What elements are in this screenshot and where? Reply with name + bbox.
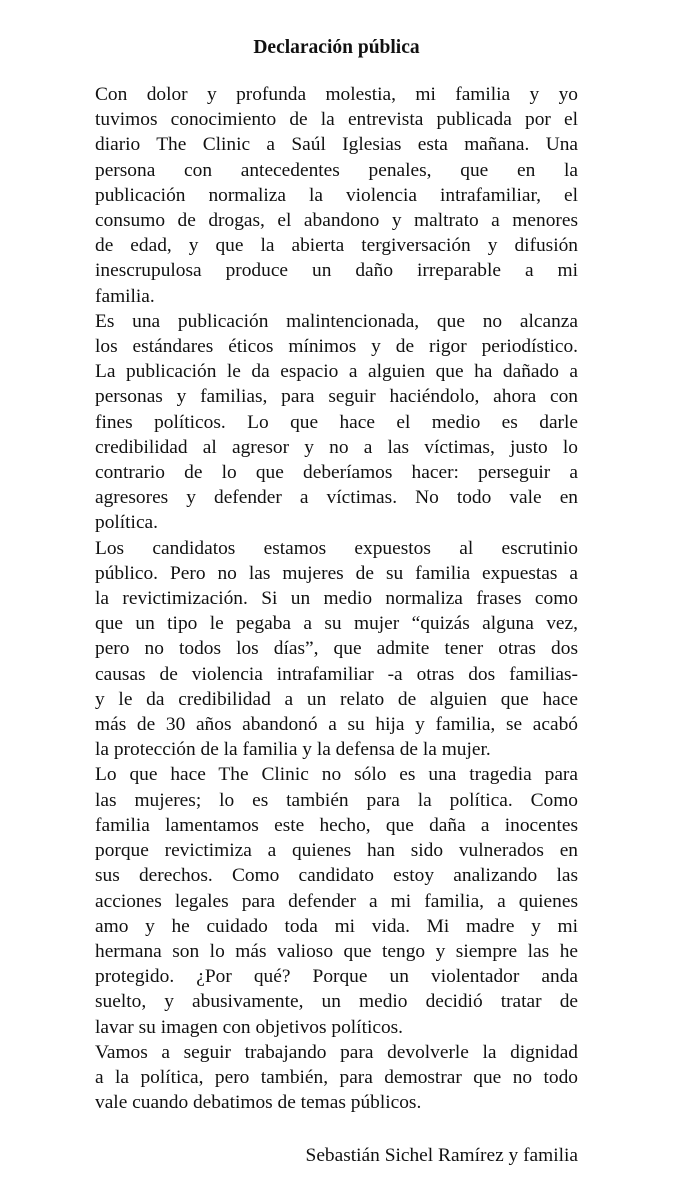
statement-paragraph-3 bbox=[95, 536, 578, 763]
text-line: público. Pero no las mujeres de su familia expuestas a bbox=[95, 562, 578, 584]
text-line: los estándares éticos mínimos y de rigor periodístico. bbox=[95, 336, 578, 358]
text-line: Es una publicación malintencionada, que no alcanza bbox=[95, 310, 578, 332]
text-line: amo y he cuidado toda mi vida. Mi madre y mi bbox=[95, 915, 578, 937]
text-line: agresores y defender a víctimas. No todo vale en bbox=[95, 487, 578, 509]
text-line: y le da credibilidad a un relato de alguien que hace bbox=[95, 688, 578, 710]
text-line: Vamos a seguir trabajando para devolverle la dignidad bbox=[95, 1041, 578, 1063]
text-line: que un tipo le pegaba a su mujer “quizás alguna vez, bbox=[95, 613, 578, 635]
page-title: Declaración pública bbox=[253, 37, 420, 58]
text-line: acciones legales para defender a mi familia, a quienes bbox=[95, 890, 578, 912]
text-line: Con dolor y profunda molestia, mi familia y yo bbox=[95, 84, 578, 105]
text-line: credibilidad al agresor y no a las víctimas, justo lo bbox=[95, 436, 578, 458]
text-line: hermana son lo más valioso que tengo y siempre las he bbox=[95, 940, 578, 962]
text-line: a la política, pero también, para demostrar que no todo bbox=[95, 1066, 578, 1088]
text-line: La publicación le da espacio a alguien que ha dañado a bbox=[95, 361, 578, 383]
text-line: pero no todos los días”, que admite tener otras dos bbox=[95, 638, 578, 660]
text-line: las mujeres; lo es también para la política. Como bbox=[95, 789, 578, 811]
text-line: familia lamentamos este hecho, que daña a inocentes bbox=[95, 814, 578, 836]
text-line: contrario de lo que deberíamos hacer: perseguir a bbox=[95, 462, 578, 484]
statement-paragraph-4 bbox=[95, 762, 578, 1039]
text-line: publicación normaliza la violencia intrafamiliar, el bbox=[95, 184, 578, 206]
statement-paragraph-1 bbox=[95, 82, 578, 309]
text-line: porque revictimiza a quienes han sido vulnerados en bbox=[95, 840, 578, 862]
text-line: política. bbox=[95, 512, 159, 534]
text-line: la revictimización. Si un medio normaliza frases como bbox=[95, 588, 578, 610]
text-line: familia. bbox=[95, 285, 155, 307]
text-line: lavar su imagen con objetivos políticos. bbox=[95, 1016, 404, 1038]
text-line: Los candidatos estamos expuestos al escrutinio bbox=[95, 537, 578, 559]
text-line: fines políticos. Lo que hace el medio es darle bbox=[95, 411, 578, 433]
text-line: la protección de la familia y la defensa de la mujer. bbox=[95, 739, 491, 761]
text-line: diario The Clinic a Saúl Iglesias esta mañana. Una bbox=[95, 134, 578, 156]
text-line: tuvimos conocimiento de la entrevista publicada por el bbox=[95, 109, 578, 131]
statement-paragraph-5 bbox=[95, 1040, 578, 1116]
text-line: Lo que hace The Clinic no sólo es una tragedia para bbox=[95, 764, 578, 786]
text-line: vale cuando debatimos de temas públicos. bbox=[95, 1092, 422, 1114]
text-line: causas de violencia intrafamiliar -a otras dos familias- bbox=[95, 663, 578, 685]
text-line: de edad, y que la abierta tergiversación y difusión bbox=[95, 235, 578, 257]
text-line: suelto, y abusivamente, un medio decidió tratar de bbox=[95, 991, 578, 1013]
signature: Sebastián Sichel Ramírez y familia bbox=[305, 1145, 578, 1166]
text-line: más de 30 años abandonó a su hija y familia, se acabó bbox=[95, 714, 578, 736]
text-line: protegido. ¿Por qué? Porque un violentador anda bbox=[95, 966, 578, 988]
statement-body bbox=[95, 82, 578, 1115]
text-line: inescrupulosa produce un daño irreparable a mi bbox=[95, 260, 578, 282]
text-line: sus derechos. Como candidato estoy analizando las bbox=[95, 865, 578, 887]
text-line: personas y familias, para seguir haciéndolo, ahora con bbox=[95, 386, 578, 408]
text-line: persona con antecedentes penales, que en la bbox=[95, 159, 578, 181]
statement-paragraph-2 bbox=[95, 309, 578, 536]
text-line: consumo de drogas, el abandono y maltrato a menores bbox=[95, 210, 578, 232]
